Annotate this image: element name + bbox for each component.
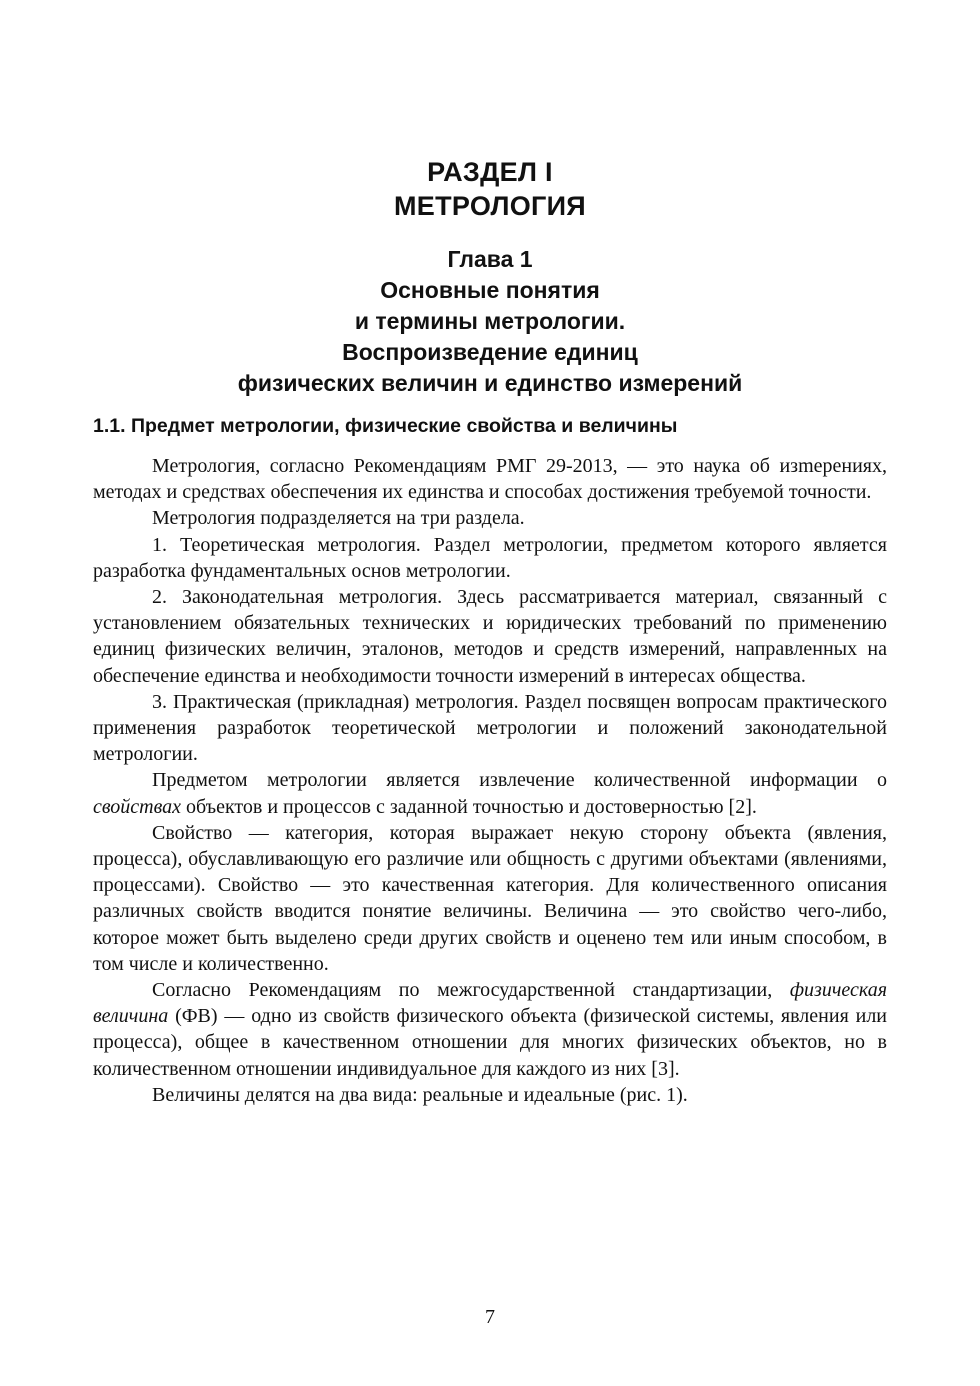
paragraph-property-definition: Свойство — категория, которая выражает некую сторону объекта (явления, процесса), обуславливающую его различие или общность с другими объектами (явлениями, процессами). Свойство — это качественная категория. Для количественного описания различных свойств вводится понятие величины. Величина — это свойство чего-либо, которое может быть выделено среди других свойств и оценено тем или иным способом, в том числе и количественно. [93,821,887,975]
section-heading: 1.1. Предмет метрологии, физические свойства и величины [93,415,678,437]
paragraph-text: (ФВ) — одно из свойств физического объекта (физической системы, явления или процесса), общее в качественном отношении для многих физических объектов, но в количественном отношении индивидуальное для каждого из них [3]. [93,1005,887,1080]
paragraph-physical-quantity [93,977,887,1082]
body-text [93,453,887,1108]
paragraph-text: Согласно Рекомендациям по межгосударственной стандартизации, [152,979,790,1002]
part-number: РАЗДЕЛ I [427,157,553,187]
paragraph-subject-of-metrology [93,767,887,819]
paragraph-theoretical-metrology: 1. Теоретическая метрология. Раздел метрологии, предметом которого является разработка фундаментальных основ метрологии. [93,533,887,582]
chapter-title-line-4: физических величин и единство измерений [237,370,743,396]
part-name: МЕТРОЛОГИЯ [393,191,587,221]
paragraph-applied-metrology: 3. Практическая (прикладная) метрология. Раздел посвящен вопросам практического применения разработок теоретической метрологии и положений законодательной метрологии. [93,690,887,766]
page-number: 7 [485,1306,495,1328]
paragraph-divisions-intro: Метрология подразделяется на три раздела. [152,507,525,530]
chapter-title-line-1: Основные понятия [380,277,600,303]
paragraph-legal-metrology: 2. Законодательная метрология. Здесь рассматривается материал, связанный с установлением обязательных технических и юридических требований по применению единиц физических величин, эталонов, методов и средств измерений, направленных на обеспечение единства и необходимости точности измерений в интересах общества. [93,586,887,687]
paragraph-quantity-types: Величины делятся на два вида: реальные и идеальные (рис. 1). [152,1083,688,1106]
italic-term: физическая величина [93,979,887,1028]
italic-term: свойствах [93,795,182,818]
paragraph-text: объектов и процессов с заданной точностью и достоверностью [2]. [181,795,757,818]
part-heading [0,155,980,223]
chapter-title-line-3: Воспроизведение единиц [342,339,638,365]
chapter-title-line-2: и термины метрологии. [354,308,626,334]
paragraph-definition: Метрология, согласно Рекомендациям РМГ 29-2013, — это наука об изmерениях, методах и средствах обеспечения их единства и способах достижения требуемой точности. [93,455,887,504]
paragraph-text: Предметом метрологии является извлечение количественной информации о [152,769,887,792]
chapter-number: Глава 1 [447,246,533,272]
chapter-heading [0,244,980,399]
